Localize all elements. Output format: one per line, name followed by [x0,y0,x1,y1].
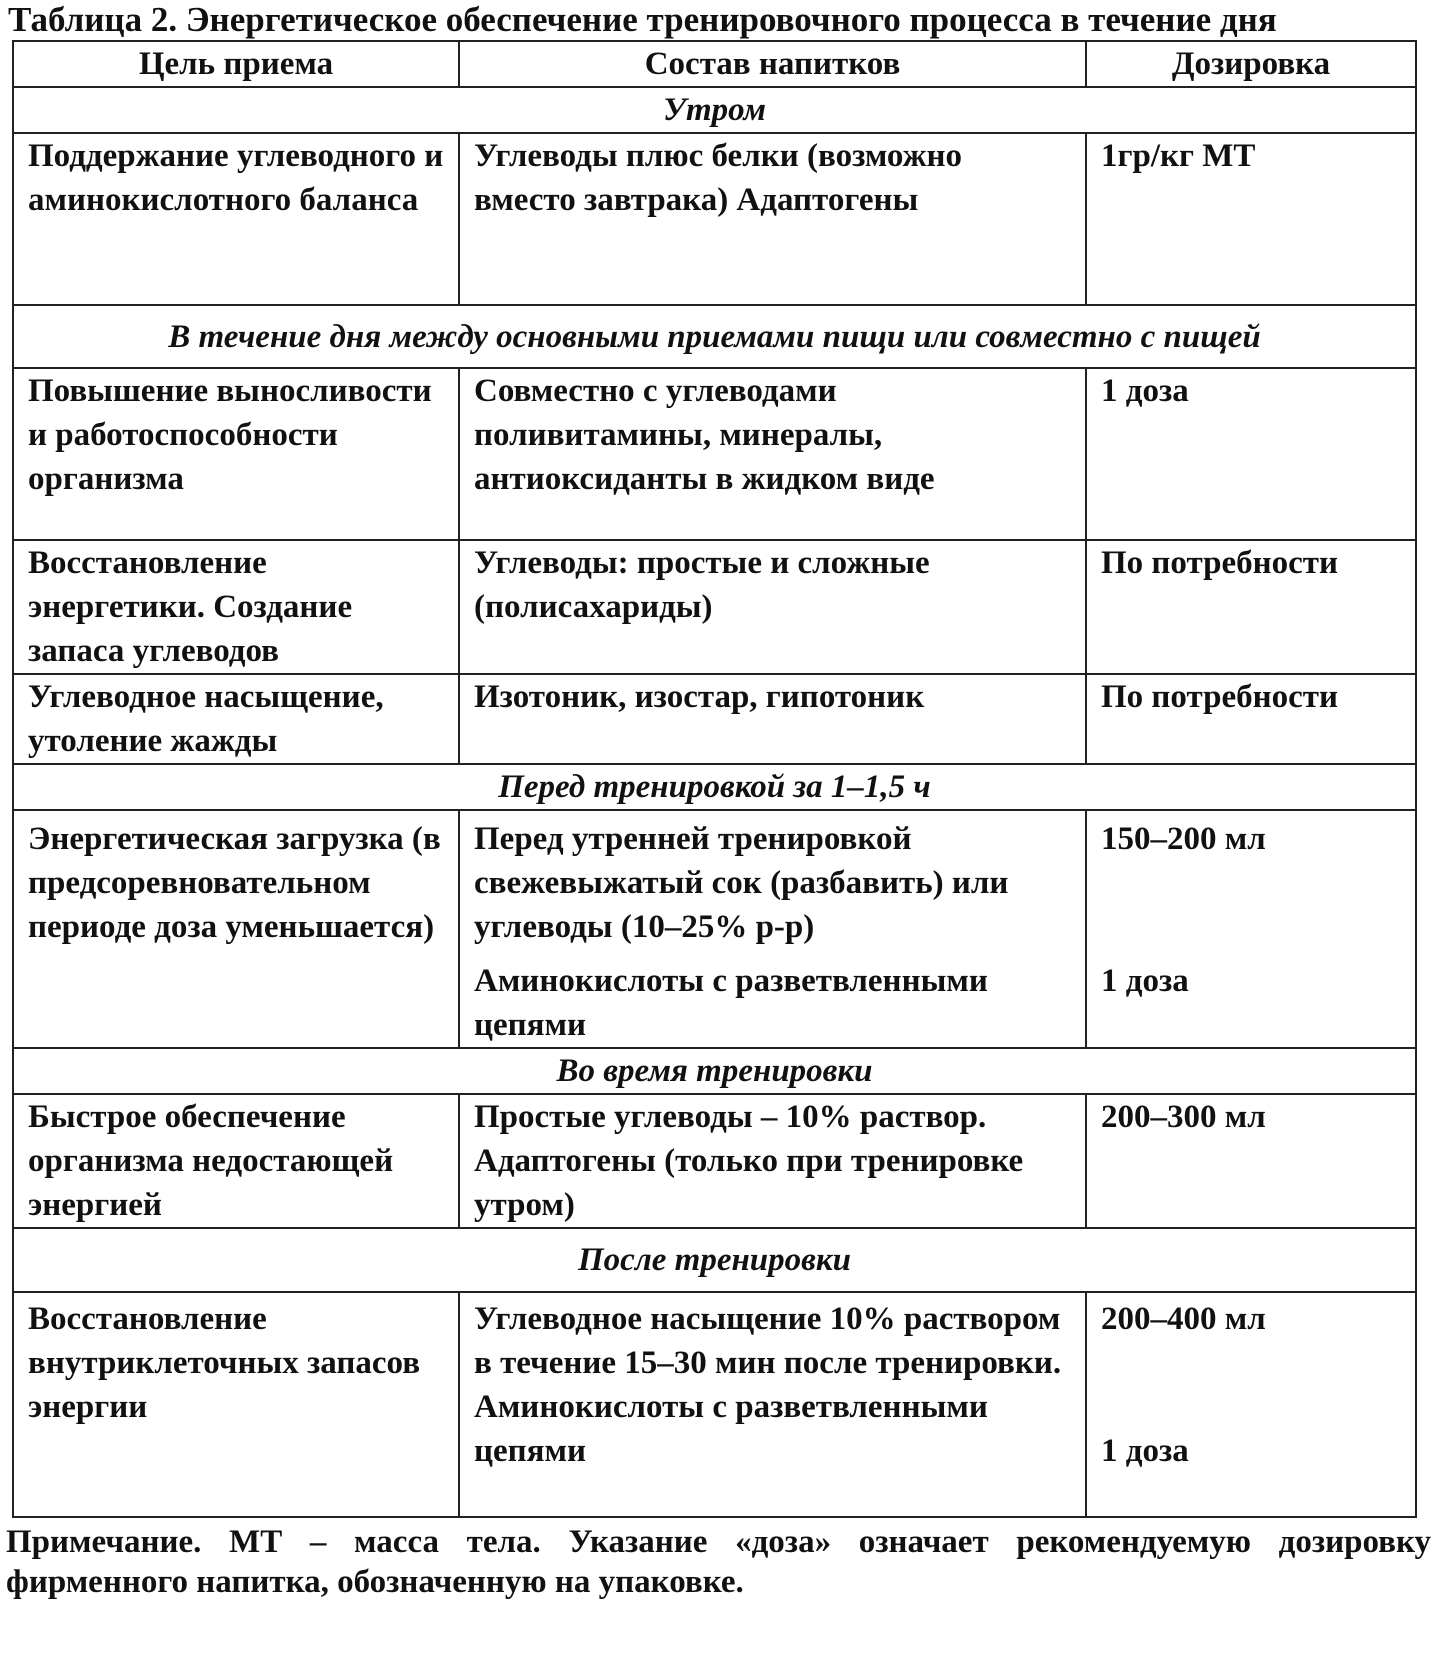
table-caption: Таблица 2. Энергетическое обеспечение тренировочного процесса в течение дня [8,0,1277,39]
table-note: Примечание. МТ – масса тела. Указание «доза» означает рекомендуемую дозировку фирменного напитка, обозначенную на упаковке. [6,1524,1431,1600]
header-composition: Состав напитков [459,41,1086,87]
cell-composition: Углеводы плюс белки (возможно вместо завтрака) Адаптогены [459,133,1086,305]
table-row [13,1094,1416,1228]
cell-composition [459,810,1086,1048]
section-title-day: В течение дня между основными приемами пищи или совместно с пищей [13,305,1416,368]
cell-dosage: 1гр/кг МТ [1086,133,1416,305]
section-row-morning [13,87,1416,133]
table-row [13,540,1416,674]
header-goal: Цель приема [13,41,459,87]
dosage-part-a: 200–400 мл [1101,1301,1266,1337]
section-title-during: Во время тренировки [13,1048,1416,1094]
section-row-during [13,1048,1416,1094]
cell-composition: Совместно с углеводами поливитамины, минералы, антиоксиданты в жидком виде [459,368,1086,540]
table-header-row [13,41,1416,87]
section-title-before: Перед тренировкой за 1–1,5 ч [13,764,1416,810]
composition-part-b: Аминокислоты с разветвленными цепями [474,963,988,1043]
section-row-after [13,1228,1416,1292]
dosage-part-b: 1 доза [1101,963,1189,999]
section-title-after: После тренировки [13,1228,1416,1292]
cell-dosage: По потребности [1086,674,1416,764]
cell-dosage: 200–300 мл [1086,1094,1416,1228]
dosage-part-a: 150–200 мл [1101,821,1266,857]
section-row-day [13,305,1416,368]
cell-dosage [1086,1292,1416,1517]
table-row [13,810,1416,1048]
document-page [6,0,1435,1602]
cell-composition: Простые углеводы – 10% раствор. Адаптогены (только при тренировке утром) [459,1094,1086,1228]
composition-part-a: Углеводное насыщение 10% раствором в течение 15–30 мин после тренировки. [474,1301,1062,1381]
cell-dosage: 1 доза [1086,368,1416,540]
table-row [13,368,1416,540]
cell-composition [459,1292,1086,1517]
header-dosage: Дозировка [1086,41,1416,87]
cell-dosage [1086,810,1416,1048]
cell-composition: Изотоник, изостар, гипотоник [459,674,1086,764]
cell-goal: Повышение выносливости и работоспособности организма [13,368,459,540]
cell-goal: Восстановление внутриклеточных запасов энергии [13,1292,459,1517]
cell-goal: Быстрое обеспечение организма недостающей энергией [13,1094,459,1228]
cell-goal: Энергетическая загрузка (в предсоревновательном периоде доза уменьшается) [13,810,459,1048]
section-row-before [13,764,1416,810]
cell-dosage: По потребности [1086,540,1416,674]
table-row [13,1292,1416,1517]
dosage-part-b: 1 доза [1101,1433,1189,1469]
composition-part-b: Аминокислоты с разветвленными цепями [474,1389,988,1469]
cell-goal: Углеводное насыщение, утоление жажды [13,674,459,764]
table-row [13,674,1416,764]
table-row [13,133,1416,305]
section-title-morning: Утром [13,87,1416,133]
cell-composition: Углеводы: простые и сложные (полисахариды) [459,540,1086,674]
cell-goal: Поддержание углеводного и аминокислотного баланса [13,133,459,305]
composition-part-a: Перед утренней тренировкой свежевыжатый сок (разбавить) или углеводы (10–25% р-р) [474,821,1009,945]
cell-goal: Восстановление энергетики. Создание запаса углеводов [13,540,459,674]
energy-supply-table [12,40,1417,1518]
